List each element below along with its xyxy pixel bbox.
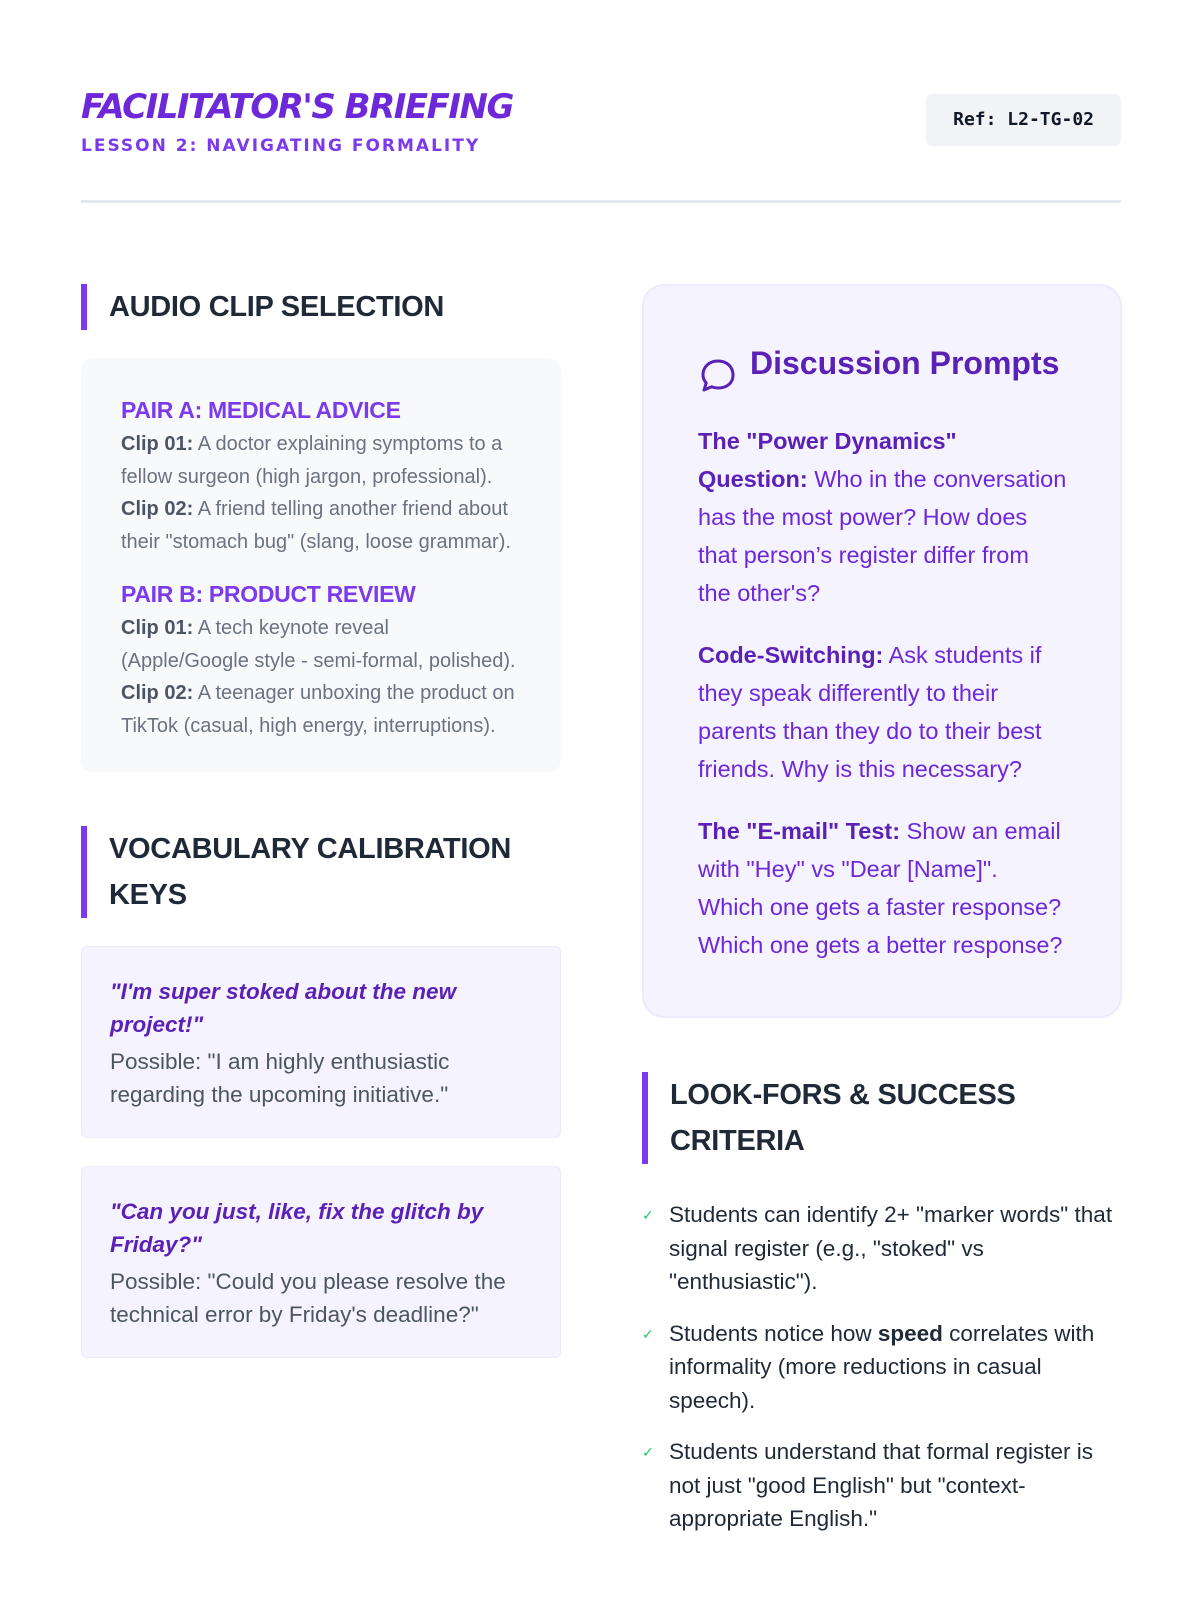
clip-item <box>121 612 521 677</box>
discussion-header <box>698 340 1068 396</box>
clip-pair <box>121 394 521 558</box>
clip-item <box>121 493 521 558</box>
header-divider <box>81 200 1121 203</box>
criterion-text: Students understand that formal register is not just "good English" but "context-appropriate English." <box>669 1439 1093 1531</box>
criterion-text: Students notice how <box>669 1320 878 1346</box>
pair-title: PAIR B: PRODUCT REVIEW <box>121 581 416 607</box>
clip-label: Clip 02: <box>121 498 194 520</box>
vocab-formal-answer: Possible: "I am highly enthusiastic regarding the upcoming initiative." <box>110 1049 450 1107</box>
prompt-label: The "Power Dynamics" Question: <box>698 428 957 492</box>
success-criteria-list <box>642 1198 1122 1536</box>
lesson-subtitle: LESSON 2: NAVIGATING FORMALITY <box>81 136 481 156</box>
clip-item <box>121 428 521 493</box>
prompt-text: Ask students if they speak differently to their parents than they do to their best friends. Why is this necessary? <box>698 642 1042 782</box>
clip-label: Clip 01: <box>121 617 194 639</box>
discussion-prompt <box>698 422 1068 612</box>
check-icon: ✓ <box>642 1207 654 1223</box>
clip-pair <box>121 578 521 742</box>
prompt-label: Code-Switching: <box>698 642 884 668</box>
audio-clip-card <box>81 358 561 772</box>
vocab-card <box>81 946 561 1138</box>
clip-item <box>121 677 521 742</box>
criterion-text: correlates with informality (more reductions in casual speech). <box>669 1320 1095 1413</box>
clip-text: A friend telling another friend about their "stomach bug" (slang, loose grammar). <box>121 498 511 553</box>
vocab-section-heading: VOCABULARY CALIBRATION KEYS <box>81 826 561 918</box>
prompt-text: Who in the conversation has the most power? How does that person’s register differ from the other's? <box>698 466 1067 606</box>
criterion-emphasis: speed <box>877 1320 943 1346</box>
clip-text: A doctor explaining symptoms to a fellow surgeon (high jargon, professional). <box>121 433 503 488</box>
reference-badge: Ref: L2-TG-02 <box>926 94 1121 146</box>
list-item <box>642 1435 1122 1536</box>
clip-text: A teenager unboxing the product on TikTok (casual, high energy, interruptions). <box>121 682 515 737</box>
page-title: FACILITATOR'S BRIEFING <box>81 87 513 127</box>
discussion-title: Discussion Prompts <box>750 345 1060 381</box>
clip-label: Clip 02: <box>121 682 194 704</box>
list-item <box>642 1317 1122 1418</box>
audio-section-heading: AUDIO CLIP SELECTION <box>81 284 561 330</box>
clip-label: Clip 01: <box>121 433 194 455</box>
check-icon: ✓ <box>642 1444 654 1460</box>
vocab-card <box>81 1166 561 1358</box>
lookfors-section-heading: LOOK-FORS & SUCCESS CRITERIA <box>642 1072 1122 1164</box>
pair-title: PAIR A: MEDICAL ADVICE <box>121 397 401 423</box>
vocab-formal-answer: Possible: "Could you please resolve the technical error by Friday's deadline?" <box>110 1269 506 1327</box>
chat-bubble-icon <box>698 356 738 396</box>
vocab-informal-quote: "Can you just, like, fix the glitch by Friday?" <box>110 1199 484 1257</box>
left-column <box>81 284 561 1358</box>
prompt-text: Show an email with "Hey" vs "Dear [Name]". Which one gets a faster response? Which one gets a better response? <box>698 818 1063 958</box>
clip-text: A tech keynote reveal (Apple/Google style - semi-formal, polished). <box>121 617 516 672</box>
discussion-prompt <box>698 636 1068 788</box>
criterion-text: Students can identify 2+ "marker words" that signal register (e.g., "stoked" vs "enthusiastic"). <box>669 1202 1113 1294</box>
page-header <box>81 84 1121 204</box>
vocab-informal-quote: "I'm super stoked about the new project!" <box>110 979 457 1037</box>
list-item <box>642 1198 1122 1299</box>
discussion-prompt <box>698 812 1068 964</box>
check-icon: ✓ <box>642 1325 654 1342</box>
discussion-prompts-card <box>642 284 1122 1018</box>
prompt-label: The "E-mail" Test: <box>698 818 901 844</box>
right-column <box>642 284 1122 1554</box>
